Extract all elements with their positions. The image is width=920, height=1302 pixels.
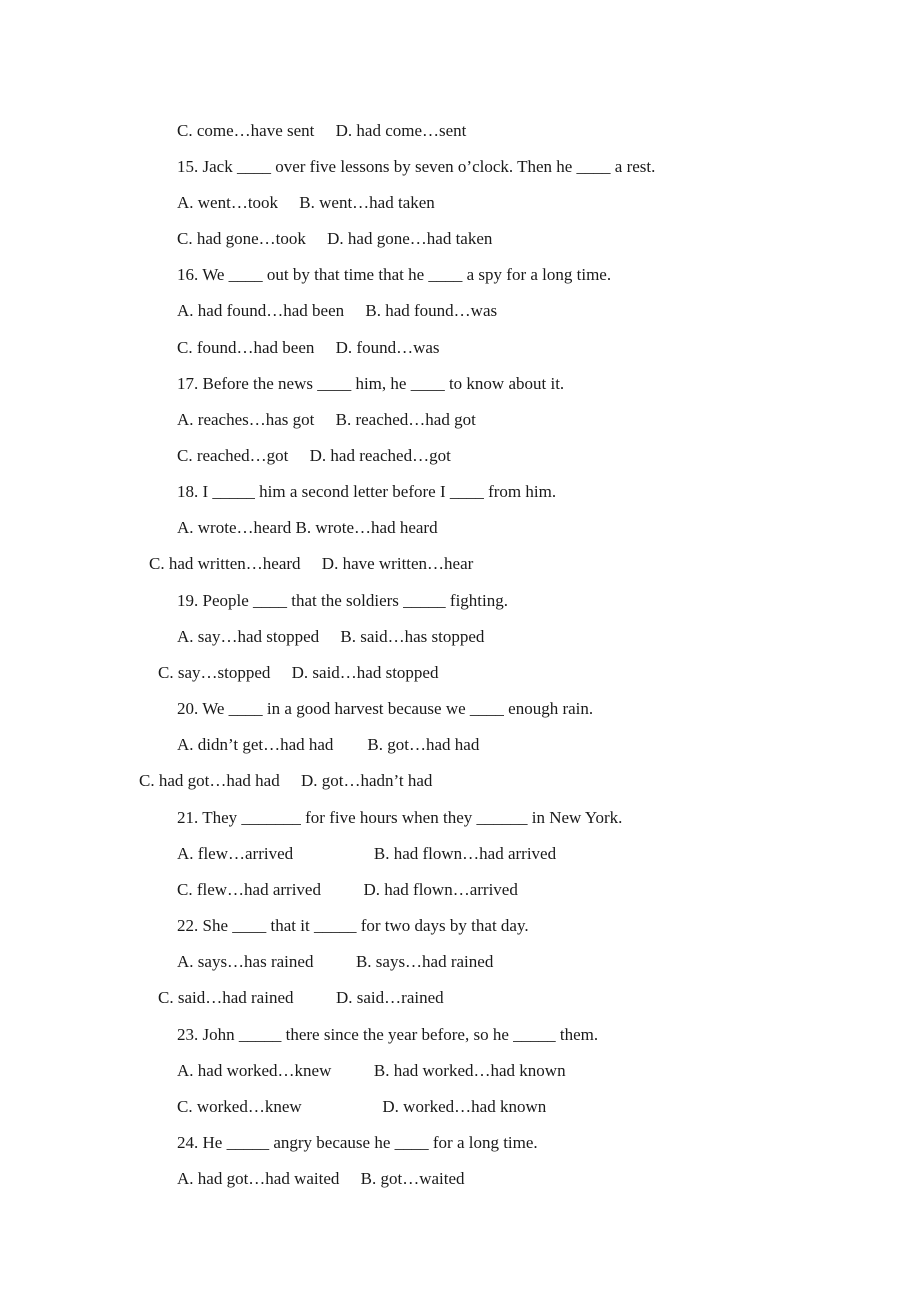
question-18: 18. I _____ him a second letter before I ____ from him.: [177, 482, 557, 501]
question-24: 24. He _____ angry because he ____ for a long time.: [177, 1133, 538, 1152]
options-19-cd: C. say…stopped D. said…had stopped: [158, 663, 439, 682]
options-17-cd: C. reached…got D. had reached…got: [177, 446, 451, 465]
options-21-cd: C. flew…had arrived D. had flown…arrived: [177, 880, 518, 899]
options-22-ab: A. says…has rained B. says…had rained: [177, 952, 494, 971]
options-21-ab: A. flew…arrived B. had flown…had arrived: [177, 844, 557, 863]
text-line: C. come…have sent D. had come…sent: [177, 121, 467, 140]
options-20-cd: C. had got…had had D. got…hadn’t had: [139, 771, 433, 790]
question-17: 17. Before the news ____ him, he ____ to know about it.: [177, 374, 565, 393]
options-15-ab: A. went…took B. went…had taken: [177, 193, 435, 212]
question-21: 21. They _______ for five hours when they ______ in New York.: [177, 808, 623, 827]
question-15: 15. Jack ____ over five lessons by seven o’clock. Then he ____ a rest.: [177, 157, 656, 176]
options-18-cd: C. had written…heard D. have written…hear: [149, 554, 474, 573]
options-22-cd: C. said…had rained D. said…rained: [158, 988, 444, 1007]
question-22: 22. She ____ that it _____ for two days by that day.: [177, 916, 529, 935]
options-16-cd: C. found…had been D. found…was: [177, 338, 440, 357]
options-24-ab: A. had got…had waited B. got…waited: [177, 1169, 465, 1188]
question-19: 19. People ____ that the soldiers _____ fighting.: [177, 591, 508, 610]
options-15-cd: C. had gone…took D. had gone…had taken: [177, 229, 493, 248]
options-23-cd: C. worked…knew D. worked…had known: [177, 1097, 547, 1116]
question-20: 20. We ____ in a good harvest because we ____ enough rain.: [177, 699, 594, 718]
options-16-ab: A. had found…had been B. had found…was: [177, 301, 498, 320]
options-19-ab: A. say…had stopped B. said…has stopped: [177, 627, 485, 646]
options-20-ab: A. didn’t get…had had B. got…had had: [177, 735, 480, 754]
options-17-ab: A. reaches…has got B. reached…had got: [177, 410, 476, 429]
options-18-ab: A. wrote…heard B. wrote…had heard: [177, 518, 438, 537]
question-23: 23. John _____ there since the year before, so he _____ them.: [177, 1025, 599, 1044]
options-23-ab: A. had worked…knew B. had worked…had known: [177, 1061, 566, 1080]
question-16: 16. We ____ out by that time that he ____ a spy for a long time.: [177, 265, 612, 284]
